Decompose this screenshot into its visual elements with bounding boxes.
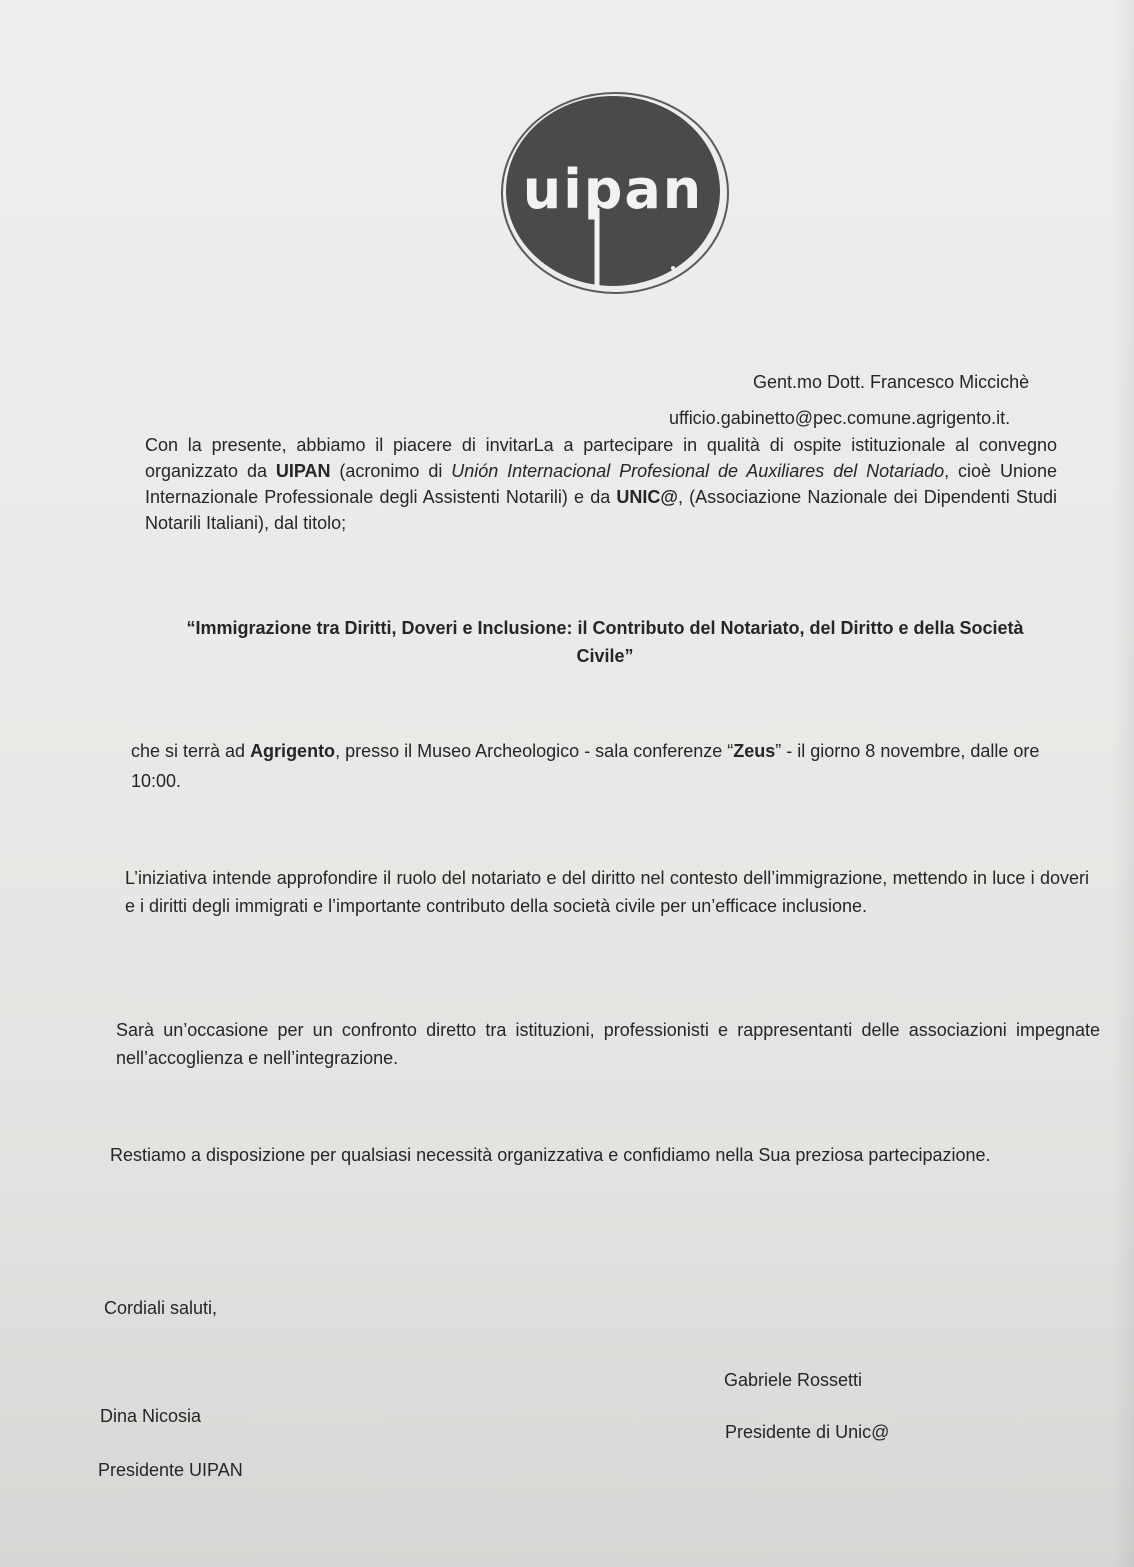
signature-left-name: Dina Nicosia (100, 1406, 202, 1426)
closing-salutation: Cordiali saluti, (104, 1298, 218, 1318)
spanish-name: Unión Internacional Profesional de Auxiliares del Notariado (451, 461, 945, 481)
signature-right-role: Presidente di Unic@ (725, 1422, 890, 1442)
venue-room: Zeus (733, 741, 776, 761)
venue-paragraph: che si terrà ad Agrigento, presso il Museo Archeologico - sala conferenze “Zeus” - il giorno 8 novembre, dalle ore 10:00. (131, 741, 1040, 791)
initiative-paragraph: L’iniziativa intende approfondire il ruolo del notariato e del diritto nel contesto dell’immigrazione, mettendo in luce i doveri e i diritti degli immigrati e l’importante contributo della società civile per un’efficace inclusione. (125, 868, 1089, 916)
recipient-email: ufficio.gabinetto@pec.comune.agrigento.it. (669, 408, 1011, 428)
page-edge-shadow (1112, 0, 1134, 1567)
event-title: “Immigrazione tra Diritti, Doveri e Inclusione: il Contributo del Notariato, del Diritto e della Società Civile” (186, 618, 1024, 666)
uipan-acronym: UIPAN (275, 461, 331, 481)
occasion-paragraph: Sarà un’occasione per un confronto diretto tra istituzioni, professionisti e rappresentanti delle associazioni impegnate nell’accoglienza e nell’integrazione. (116, 1020, 1100, 1068)
availability-paragraph: Restiamo a disposizione per qualsiasi necessità organizzativa e confidiamo nella Sua preziosa partecipazione. (110, 1145, 991, 1165)
signature-left-role: Presidente UIPAN (98, 1460, 243, 1480)
intro-paragraph: Con la presente, abbiamo il piacere di invitarLa a partecipare in qualità di ospite istituzionale al convegno organizzato da UIPAN (acronimo di Unión Internacional Profesional de Auxiliares del Notariado, cioè Unione Internazionale Professionale degli Assistenti Notarili) e da UNIC@, (Associazione Nazionale dei Dipendenti Studi Notarili Italiani), dal titolo; (145, 435, 1058, 533)
unica-name: UNIC@ (616, 487, 678, 507)
signature-right-name: Gabriele Rossetti (724, 1370, 863, 1390)
logo-text: uipan (522, 158, 704, 221)
uipan-logo (497, 90, 733, 296)
venue-city: Agrigento (250, 741, 336, 761)
recipient-name: Gent.mo Dott. Francesco Miccichè (753, 372, 1030, 392)
